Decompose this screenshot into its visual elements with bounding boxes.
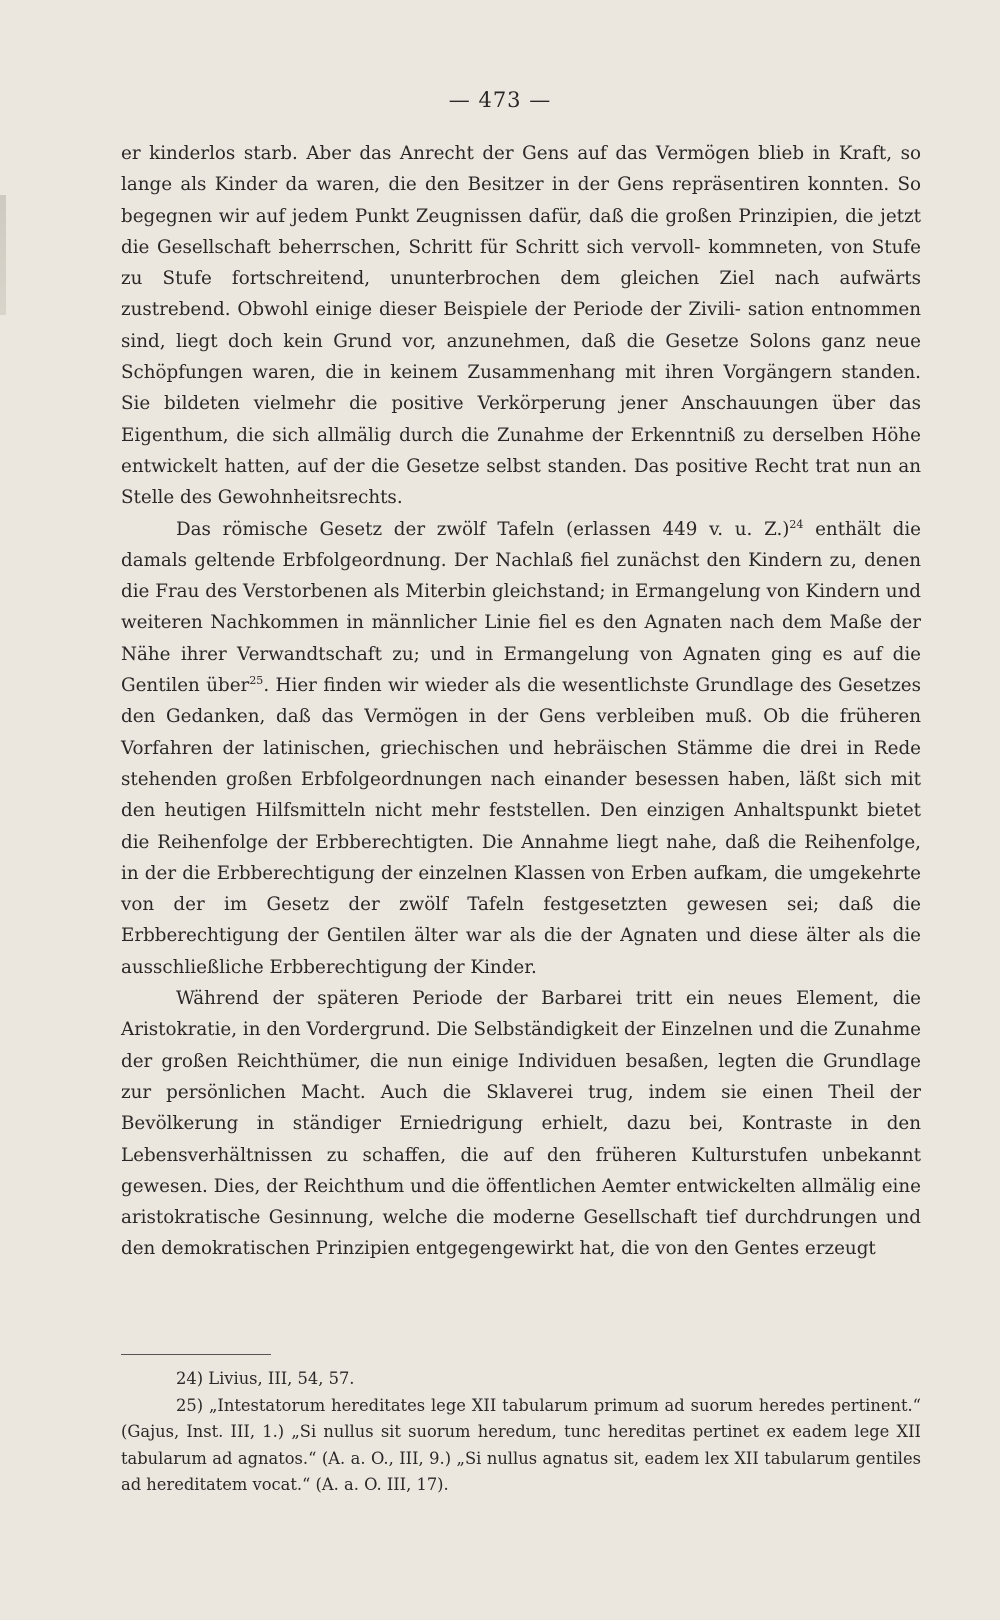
footnote-ref-24: 24 [789, 517, 804, 531]
paragraph-3: Während der späteren Periode der Barbarei tritt ein neues Element, die Aristokratie, in den Vordergrund. Die Selbständigkeit der Einzelnen und die Zunahme der großen Reichthümer, die nun einige Individuen besaßen, legten die Grundlage zur persönlichen Macht. Auch die Sklaverei trug, indem sie einen Theil der Bevölkerung in ständiger Erniedrigung erhielt, dazu bei, Kontraste in den Lebensverhältnissen zu schaffen, die auf den früheren Kulturstufen unbekannt gewesen. Dies, der Reichthum und die öffentlichen Aemter entwickelten allmälig eine aristokratische Gesinnung, welche die moderne Gesellschaft tief durchdrungen und den demokratischen Prinzipien entgegengewirkt hat, die von den Gentes erzeugt [121, 988, 921, 1260]
footnote-divider [121, 1354, 271, 1355]
footnote-25-mark: 25) [176, 1395, 204, 1415]
footnote-25 [121, 1393, 921, 1499]
paragraph-1: er kinderlos starb. Aber das Anrecht der Gens auf das Vermögen blieb in Kraft, so lange als Kinder da waren, die den Besitzer in der Gens repräsentiren konnten. So begegnen wir auf jedem Punkt Zeugnissen dafür, daß die großen Prinzipien, die jetzt die Gesellschaft beherrschen, Schritt für Schritt sich vervoll- kommneten, von Stufe zu Stufe fortschreitend, ununterbrochen dem gleichen Ziel nach aufwärts zustrebend. Obwohl einige dieser Beispiele der Periode der Zivili- sation entnommen sind, liegt doch kein Grund vor, anzunehmen, daß die Gesetze Solons ganz neue Schöpfungen waren, die in keinem Zusammenhang mit ihren Vorgängern standen. Sie bildeten vielmehr die positive Verkörperung jener Anschauungen über das Eigenthum, die sich allmälig durch die Zunahme der Erkenntniß zu derselben Höhe entwickelt hatten, auf der die Gesetze selbst standen. Das positive Recht trat nun an Stelle des Gewohnheitsrechts. [121, 143, 921, 509]
paragraph-2-part-2: enthält die damals geltende Erbfolgeordnung. Der Nachlaß fiel zunächst den Kindern zu, denen die Frau des Verstorbenen als Miterbin gleichstand; in Ermangelung von Kindern und weiteren Nachkommen in männlicher Linie fiel es den Agnaten nach dem Maße der Nähe ihrer Verwandtschaft zu; und in Ermangelung von Agnaten ging es auf die Gentilen über [121, 518, 921, 697]
footnote-24 [121, 1366, 921, 1393]
footnote-ref-25: 25 [249, 673, 264, 687]
page-number: — 473 — [448, 88, 552, 112]
footnote-25-text: „Intestatorum hereditates lege XII tabularum primum ad suorum heredes pertinent.“ (Gajus, Inst. III, 1.) „Si nullus sit suorum heredum, tunc hereditas pertinet ex eadem lege XII tabularum ad agnatos.“ (A. a. O., III, 9.) „Si nullus agnatus sit, eadem lex XII tabularum gentiles ad hereditatem vocat.“ (A. a. O. III, 17). [121, 1395, 921, 1494]
footnote-24-mark: 24) [176, 1369, 204, 1388]
paragraph-2 [121, 514, 921, 983]
footnote-24-text: Livius, III, 54, 57. [208, 1369, 355, 1388]
paragraph-2-part-3: . Hier finden wir wieder als die wesentlichste Grundlage des Gesetzes den Gedanken, daß das Vermögen in der Gens verbleiben muß. Ob die früheren Vorfahren der latinischen, griechischen und hebräischen Stämme die drei in Rede stehenden großen Erbfolgeordnungen nach einander besessen haben, läßt sich mit den heutigen Hilfsmitteln nicht mehr feststellen. Den einzigen Anhaltspunkt bietet die Reihenfolge der Erbberechtigten. Die Annahme liegt nahe, daß die Reihenfolge, in der die Erbberechtigung der einzelnen Klassen von Erben aufkam, die umgekehrte von der im Gesetz der zwölf Tafeln festgesetzten gewesen sei; daß die Erbberechtigung der Gentilen älter war als die der Agnaten und diese älter als die ausschließliche Erbberechtigung der Kinder. [121, 675, 921, 978]
scan-edge-mark [0, 195, 6, 315]
main-text [121, 138, 921, 1265]
paragraph-2-part-1: Das römische Gesetz der zwölf Tafeln (erlassen 449 v. u. Z.) [176, 518, 790, 540]
footnotes [121, 1366, 921, 1499]
